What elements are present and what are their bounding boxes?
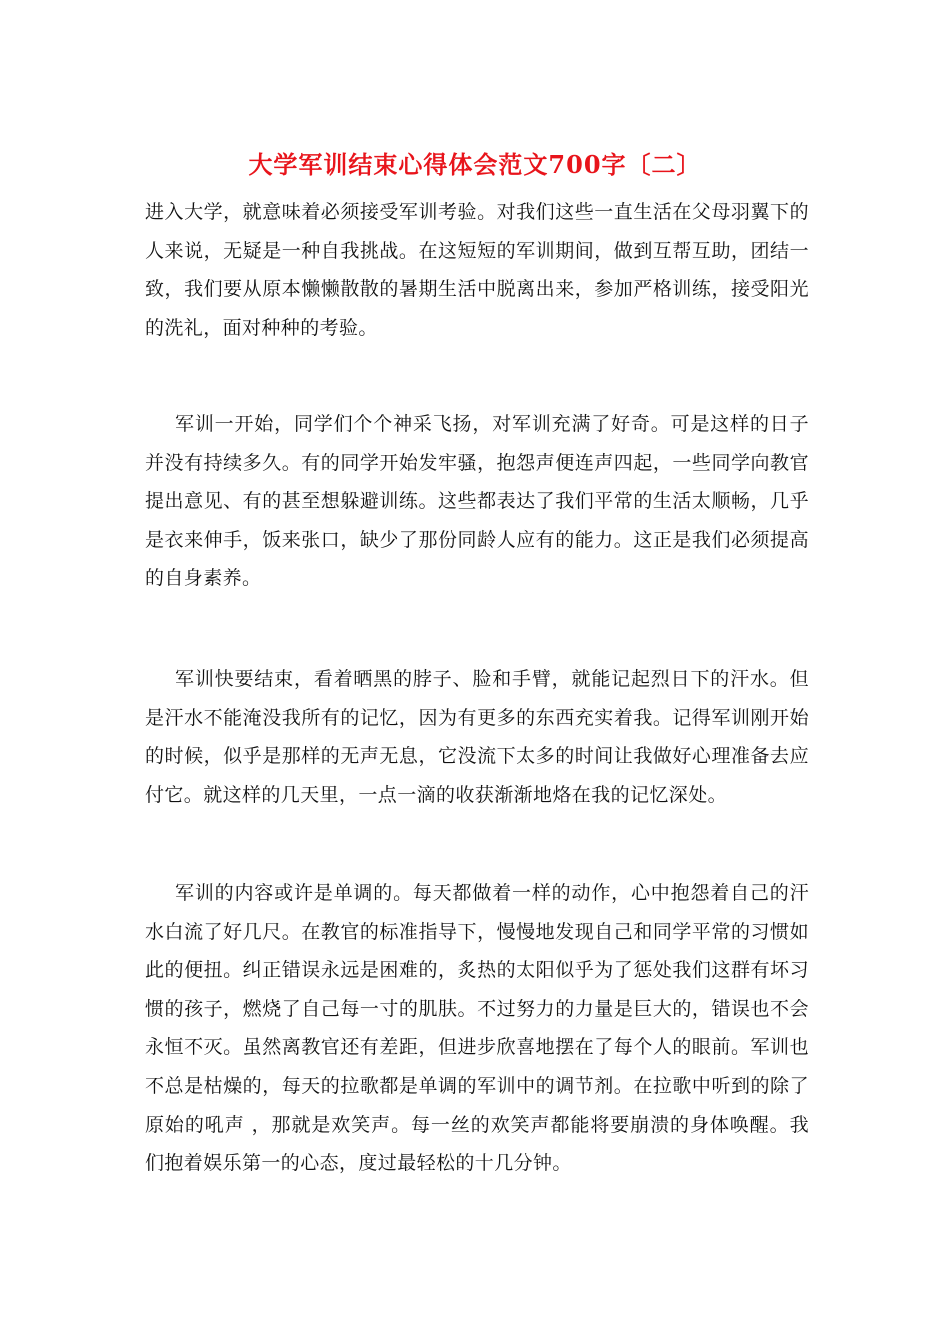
paragraph-1: 进入大学，就意味着必须接受军训考验。对我们这些一直生活在父母羽翼下的人来说，无疑是一种自我挑战。在这短短的军训期间，做到互帮互助，团结一致，我们要从原本懒懒散散的暑期生活中脱离出来，参加严格训练，接受阳光的洗礼，面对种种的考验。 [145,201,809,339]
document-title: 大学军训结束心得体会范文700字〔二〕 [248,150,702,179]
paragraph-2: 军训一开始，同学们个个神采飞扬，对军训充满了好奇。可是这样的日子并没有持续多久。有的同学开始发牢骚，抱怨声便连声四起，一些同学向教官提出意见、有的甚至想躲避训练。这些都表达了我们平常的生活太顺畅，几乎是衣来伸手，饭来张口，缺少了那份同龄人应有的能力。这正是我们必须提高的自身素养。 [145,413,809,590]
paragraph-4: 军训的内容或许是单调的。每天都做着一样的动作，心中抱怨着自己的汗水白流了好几尺。在教官的标准指导下，慢慢地发现自己和同学平常的习惯如此的便扭。纠正错误永远是困难的，炙热的太阳似乎为了惩处我们这群有坏习惯的孩子，燃烧了自己每一寸的肌肤。不过努力的力量是巨大的，错误也不会永恒不灭。虽然离教官还有差距，但进步欣喜地摆在了每个人的眼前。军训也不总是枯燥的，每天的拉歌都是单调的军训中的调节剂。在拉歌中听到的除了 原始的吼声 ，那就是欢笑声。每一丝的欢笑声都能将要崩溃的身体唤醒。我们抱着娱乐第一的心态，度过最轻松的十几分钟。 [145,882,809,1175]
paragraph-3: 军训快要结束，看着晒黑的脖子、脸和手臂，就能记起烈日下的汗水。但是汗水不能淹没我所有的记忆，因为有更多的东西充实着我。记得军训刚开始的时候，似乎是那样的无声无息，它没流下太多的时间让我做好心理准备去应付它。就这样的几天里，一点一滴的收获渐渐地烙在我的记忆深处。 [145,668,809,806]
